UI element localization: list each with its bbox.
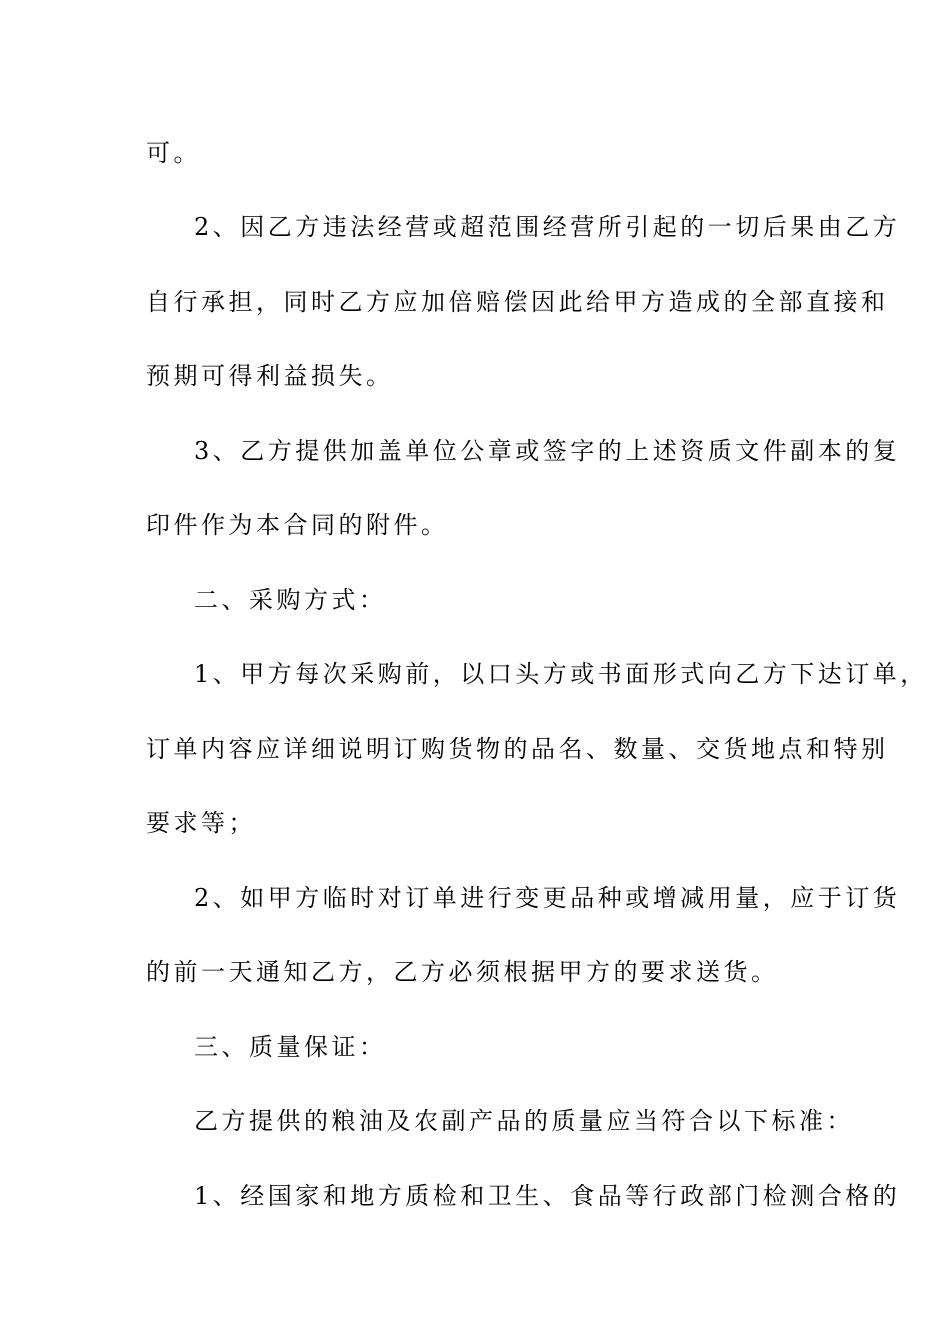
text-line: 自行承担，同时乙方应加倍赔偿因此给甲方造成的全部直接和: [146, 288, 889, 316]
text-line: 预期可得利益损失。: [146, 362, 394, 390]
text-line: 印件作为本合同的附件。: [146, 511, 449, 539]
text-line: 1、经国家和地方质检和卫生、食品等行政部门检测合格的: [194, 1182, 901, 1210]
section-heading: 三、质量保证：: [194, 1033, 387, 1061]
text-line: 2、因乙方违法经营或超范围经营所引起的一切后果由乙方: [194, 213, 901, 241]
text-line: 要求等；: [146, 809, 256, 837]
text-line: 订单内容应详细说明订购货物的品名、数量、交货地点和特别: [146, 735, 889, 763]
text-line: 1、甲方每次采购前，以口头方或书面形式向乙方下达订单，: [194, 660, 928, 688]
text-line: 3、乙方提供加盖单位公章或签字的上述资质文件副本的复: [194, 437, 901, 465]
text-line: 的前一天通知乙方，乙方必须根据甲方的要求送货。: [146, 958, 779, 986]
text-line: 可。: [146, 139, 201, 167]
text-line: 2、如甲方临时对订单进行变更品种或增减用量，应于订货: [194, 884, 901, 912]
text-line: 乙方提供的粮油及农副产品的质量应当符合以下标准：: [194, 1107, 854, 1135]
section-heading: 二、采购方式：: [194, 586, 387, 614]
